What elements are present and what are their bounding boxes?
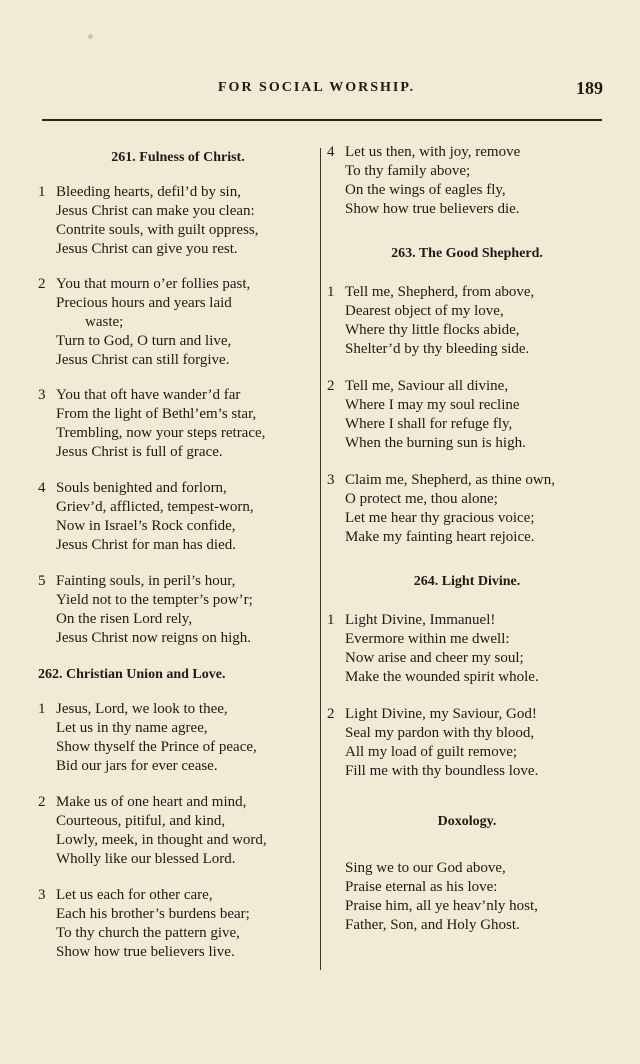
verse-number: 2 (327, 378, 335, 394)
verse-line: O protect me, thou alone; (345, 491, 498, 507)
column-divider (320, 148, 321, 970)
hymn-262-verse-1 (38, 700, 318, 776)
verse-number: 1 (38, 184, 46, 200)
hymn-263-verse-1 (327, 283, 607, 359)
verse-line: Seal my pardon with thy blood, (345, 725, 535, 741)
verse-line: Praise him, all ye heav’nly host, (345, 898, 538, 914)
verse-line: Trembling, now your steps retrace, (56, 425, 266, 441)
verse-line: Precious hours and years laid (56, 295, 232, 311)
running-title: FOR SOCIAL WORSHIP. (218, 80, 416, 95)
verse-line: On the wings of eagles fly, (345, 182, 506, 198)
verse-number: 5 (38, 573, 46, 589)
verse-line: Make us of one heart and mind, (56, 794, 247, 810)
verse-line: Claim me, Shepherd, as thine own, (345, 472, 555, 488)
verse-number: 1 (327, 612, 335, 628)
verse-number: 4 (38, 480, 46, 496)
verse-line: On the risen Lord rely, (56, 611, 193, 627)
hymn-261-verse-1 (38, 183, 318, 259)
verse-line: Where I may my soul recline (345, 397, 520, 413)
verse-line: Where I shall for refuge fly, (345, 416, 513, 432)
verse-line: Show how true believers live. (56, 944, 235, 960)
verse-line: Fill me with thy boundless love. (345, 763, 539, 779)
hymn-261-verse-5 (38, 572, 318, 648)
verse-line: Light Divine, Immanuel! (345, 612, 496, 628)
verse-line: Show how true believers die. (345, 201, 520, 217)
verse-line: Now arise and cheer my soul; (345, 650, 524, 666)
verse-number: 1 (38, 701, 46, 717)
verse-line: Light Divine, my Saviour, God! (345, 706, 537, 722)
verse-line: From the light of Bethl’em’s star, (56, 406, 257, 422)
ink-spot (88, 34, 93, 39)
hymn-264-title: 264. Light Divine. (413, 574, 521, 589)
verse-line: Bleeding hearts, defil’d by sin, (56, 184, 241, 200)
verse-number: 3 (327, 472, 335, 488)
verse-line: Courteous, pitiful, and kind, (56, 813, 226, 829)
verse-line: Show thyself the Prince of peace, (56, 739, 257, 755)
verse-line: Tell me, Saviour all divine, (345, 378, 509, 394)
hymn-264-verse-1 (327, 611, 607, 687)
hymn-262-verse-4 (327, 143, 607, 219)
verse-line: Dearest object of my love, (345, 303, 504, 319)
verse-line: Souls benighted and forlorn, (56, 480, 227, 496)
verse-number: 1 (327, 284, 335, 300)
hymn-263-verse-3 (327, 471, 607, 547)
verse-line: Contrite souls, with guilt oppress, (56, 222, 259, 238)
verse-line: To thy church the pattern give, (56, 925, 240, 941)
hymn-262-title: 262. Christian Union and Love. (38, 667, 226, 682)
verse-line: All my load of guilt remove; (345, 744, 518, 760)
verse-line: Turn to God, O turn and live, (56, 333, 232, 349)
hymn-263-title: 263. The Good Shepherd. (391, 246, 543, 261)
verse-line: Fainting souls, in peril’s hour, (56, 573, 236, 589)
verse-number: 4 (327, 144, 335, 160)
hymn-261-verse-2 (38, 275, 318, 370)
header-rule (42, 119, 602, 121)
hymn-262-verse-3 (38, 886, 318, 962)
page-number: 189 (576, 78, 603, 98)
hymn-262-verse-2 (38, 793, 318, 869)
left-column (38, 143, 318, 962)
verse-line: Jesus, Lord, we look to thee, (56, 701, 228, 717)
verse-line: Now in Israel’s Rock confide, (56, 518, 236, 534)
verse-line: Yield not to the tempter’s pow’r; (56, 592, 253, 608)
verse-line: Let us each for other care, (56, 887, 213, 903)
verse-line: Praise eternal as his love: (345, 879, 498, 895)
verse-line: Make my fainting heart rejoice. (345, 529, 535, 545)
hymn-261-verse-4 (38, 479, 318, 555)
verse-line: Let me hear thy gracious voice; (345, 510, 535, 526)
verse-line: When the burning sun is high. (345, 435, 526, 451)
doxology-title: Doxology. (437, 814, 497, 829)
verse-line: Jesus Christ can give you rest. (56, 241, 238, 257)
verse-line: Jesus Christ now reigns on high. (56, 630, 251, 646)
verse-line: Wholly like our blessed Lord. (56, 851, 236, 867)
verse-line: Evermore within me dwell: (345, 631, 510, 647)
verse-number: 3 (38, 887, 46, 903)
verse-number: 3 (38, 387, 46, 403)
verse-line: Let us then, with joy, remove (345, 144, 521, 160)
verse-number: 2 (38, 794, 46, 810)
verse-line: Make the wounded spirit whole. (345, 669, 539, 685)
verse-number: 2 (327, 706, 335, 722)
verse-line: Shelter’d by thy bleeding side. (345, 341, 530, 357)
verse-line: Jesus Christ can still forgive. (56, 352, 230, 368)
verse-line: To thy family above; (345, 163, 471, 179)
verse-line: waste; (85, 314, 124, 330)
verse-line: Tell me, Shepherd, from above, (345, 284, 535, 300)
verse-line: Lowly, meek, in thought and word, (56, 832, 267, 848)
verse-line: Jesus Christ can make you clean: (56, 203, 255, 219)
verse-line: You that oft have wander’d far (56, 387, 241, 403)
right-column (327, 143, 607, 935)
verse-line: Sing we to our God above, (345, 860, 506, 876)
verse-number: 2 (38, 276, 46, 292)
verse-line: Where thy little flocks abide, (345, 322, 520, 338)
verse-line: Griev’d, afflicted, tempest-worn, (56, 499, 254, 515)
verse-line: Bid our jars for ever cease. (56, 758, 218, 774)
verse-line: Father, Son, and Holy Ghost. (345, 917, 520, 933)
verse-line: Each his brother’s burdens bear; (56, 906, 250, 922)
verse-line: Let us in thy name agree, (56, 720, 208, 736)
verse-line: Jesus Christ for man has died. (56, 537, 236, 553)
doxology-verse (327, 859, 607, 935)
hymn-261-verse-3 (38, 386, 318, 462)
verse-line: Jesus Christ is full of grace. (56, 444, 223, 460)
verse-line: You that mourn o’er follies past, (56, 276, 251, 292)
hymn-263-verse-2 (327, 377, 607, 453)
page-header (0, 78, 640, 102)
hymn-264-verse-2 (327, 705, 607, 781)
hymn-261-title: 261. Fulness of Christ. (111, 150, 245, 165)
